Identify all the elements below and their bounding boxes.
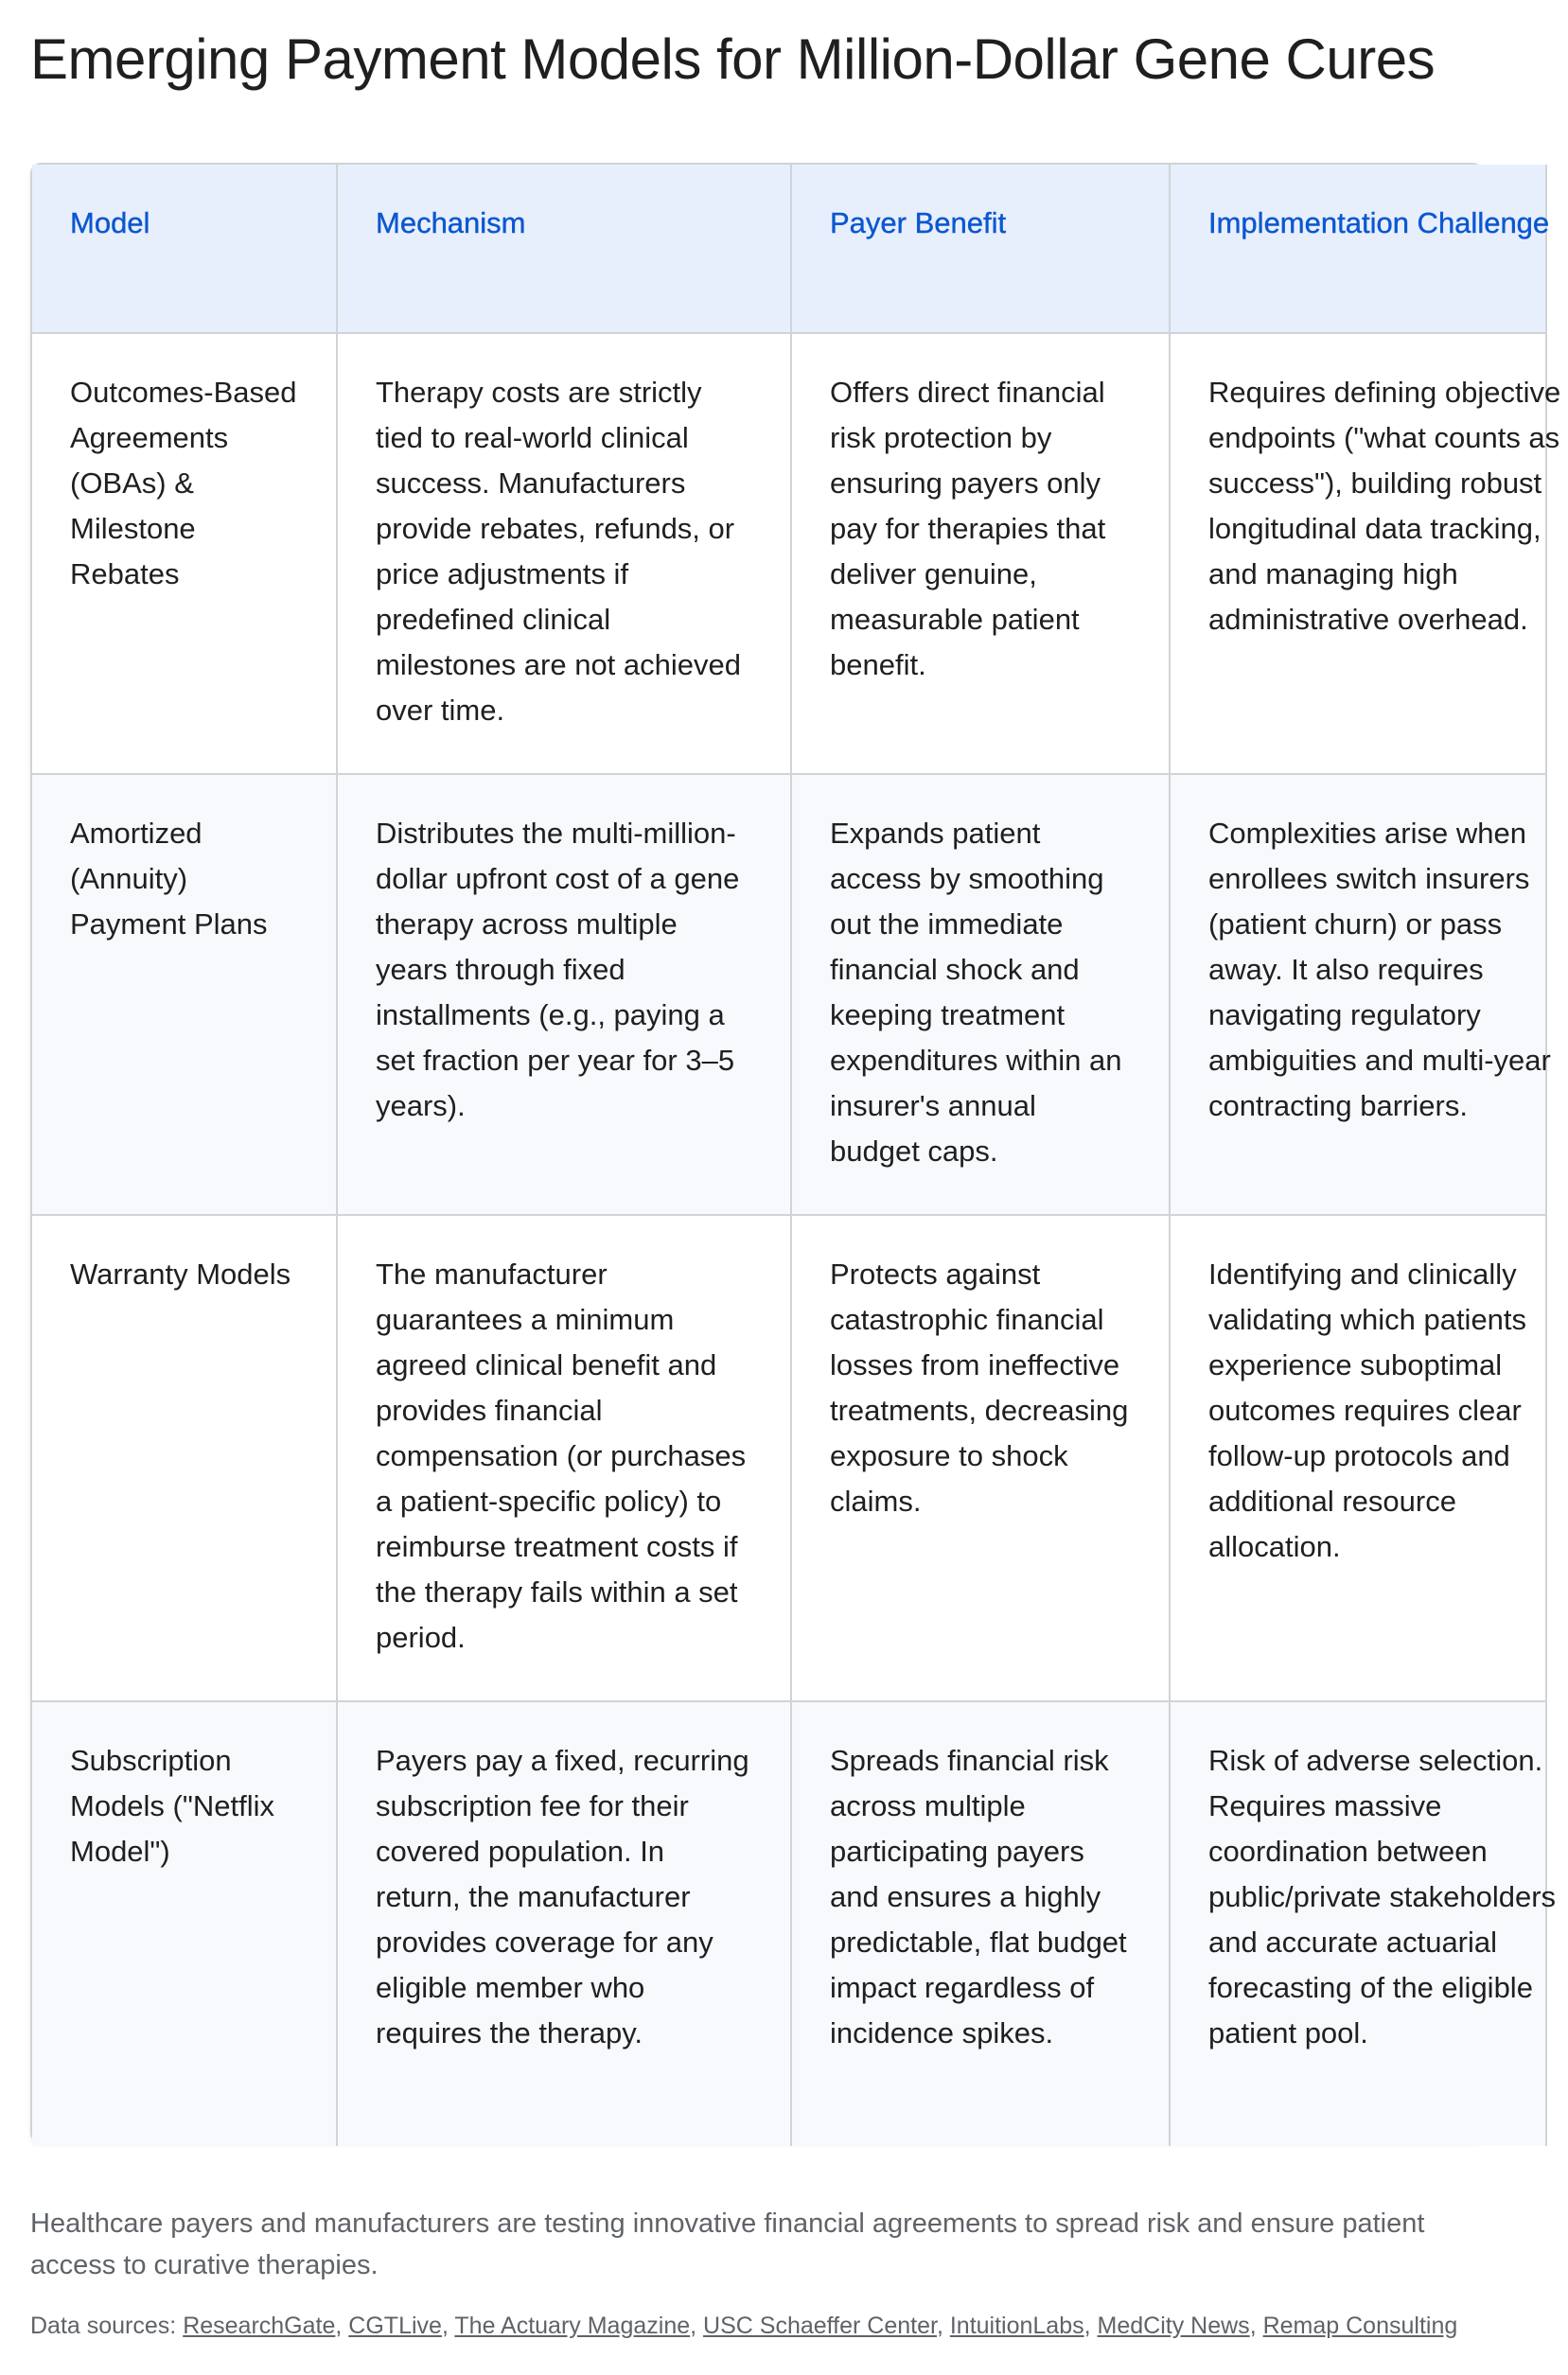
table-header-row: [32, 165, 1546, 333]
source-separator: ,: [335, 2313, 349, 2339]
payer-benefit-cell: Spreads financial risk across multiple participating payers and ensures a highly predictable, flat budget impact regardless of incidence spikes.: [791, 1701, 1170, 2146]
summary-text: Healthcare payers and manufacturers are testing innovative financial agreements to spread risk and ensure patient access to curative therapies.: [30, 2208, 1425, 2280]
payer-benefit-cell: Offers direct financial risk protection by ensuring payers only pay for therapies that deliver genuine, measurable patient benefit.: [791, 333, 1170, 774]
source-link-intuitionlabs[interactable]: IntuitionLabs: [949, 2313, 1084, 2339]
data-sources-line: [30, 2309, 1457, 2343]
source-link-researchgate[interactable]: ResearchGate: [183, 2313, 336, 2339]
implementation-challenge-cell: [1170, 333, 1561, 774]
implementation-challenge-text: Risk of adverse selection. Requires massive coordination between public/private stakeholders and accurate actuarial forecasting of the eligible patient pool.: [1208, 1744, 1557, 2050]
model-cell: Amortized (Annuity) Payment Plans: [32, 774, 337, 1215]
implementation-challenge-text: Identifying and clinically validating which patients experience suboptimal outcomes requires clear follow-up protocols and additional resource allocation.: [1208, 1258, 1527, 1563]
source-link-remap-consulting[interactable]: Remap Consulting: [1262, 2313, 1458, 2339]
column-header-model: Model: [32, 165, 337, 333]
source-link-cgtlive[interactable]: CGTLive: [348, 2313, 442, 2339]
mechanism-cell: Therapy costs are strictly tied to real-world clinical success. Manufacturers provide rebates, refunds, or price adjustments if predefined clinical milestones are not achieved over time.: [337, 333, 791, 774]
model-cell: Outcomes-Based Agreements (OBAs) & Milestone Rebates: [32, 333, 337, 774]
implementation-challenge-cell: [1170, 1215, 1546, 1701]
model-cell: Subscription Models ("Netflix Model"): [32, 1701, 337, 2146]
source-link-usc-schaeffer-center[interactable]: USC Schaeffer Center: [703, 2313, 937, 2339]
implementation-challenge-cell: [1170, 774, 1551, 1215]
table-row: [32, 1701, 1546, 2146]
payer-benefit-cell: Expands patient access by smoothing out the immediate financial shock and keeping treatment expenditures within an insurer's annual budget caps.: [791, 774, 1170, 1215]
source-separator: ,: [690, 2313, 704, 2339]
payment-models-table: [32, 165, 1561, 2146]
implementation-challenge-text: Requires defining objective endpoints ("what counts as success"), building robust longitudinal data tracking, and managing high administrative overhead.: [1208, 376, 1561, 636]
column-header-payer-benefit: Payer Benefit: [791, 165, 1170, 333]
mechanism-cell: The manufacturer guarantees a minimum agreed clinical benefit and provides financial compensation (or purchases a patient-specific policy) to reimburse treatment costs if the therapy fails within a set period.: [337, 1215, 791, 1701]
table-row: [32, 1215, 1546, 1701]
column-header-mechanism: Mechanism: [337, 165, 791, 333]
mechanism-cell: Distributes the multi-million-dollar upfront cost of a gene therapy across multiple years through fixed installments (e.g., paying a set fraction per year for 3–5 years).: [337, 774, 791, 1215]
payer-benefit-cell: Protects against catastrophic financial losses from ineffective treatments, decreasing exposure to shock claims.: [791, 1215, 1170, 1701]
model-cell: Warranty Models: [32, 1215, 337, 1701]
implementation-challenge-cell: [1170, 1701, 1557, 2146]
payment-models-table-container[interactable]: [30, 163, 1561, 2144]
source-link-medcity-news[interactable]: MedCity News: [1097, 2313, 1250, 2339]
mechanism-cell: Payers pay a fixed, recurring subscription fee for their covered population. In return, the manufacturer provides coverage for any eligible member who requires the therapy.: [337, 1701, 791, 2146]
data-sources-label: Data sources:: [30, 2313, 184, 2339]
source-separator: ,: [1249, 2313, 1263, 2339]
table-row: [32, 774, 1546, 1215]
column-header-implementation-challenge-text: Implementation Challenge: [1208, 206, 1550, 239]
column-header-implementation-challenge: [1170, 165, 1550, 333]
source-link-actuary-magazine[interactable]: The Actuary Magazine: [454, 2313, 691, 2339]
source-separator: ,: [441, 2313, 455, 2339]
source-separator: ,: [936, 2313, 950, 2339]
implementation-challenge-text: Complexities arise when enrollees switch insurers (patient churn) or pass away. It also requires navigating regulatory ambiguities and multi-year contracting barriers.: [1208, 817, 1551, 1122]
source-separator: ,: [1084, 2313, 1098, 2339]
table-row: [32, 333, 1546, 774]
page-title: Emerging Payment Models for Million-Dollar Gene Cures: [30, 27, 1436, 91]
